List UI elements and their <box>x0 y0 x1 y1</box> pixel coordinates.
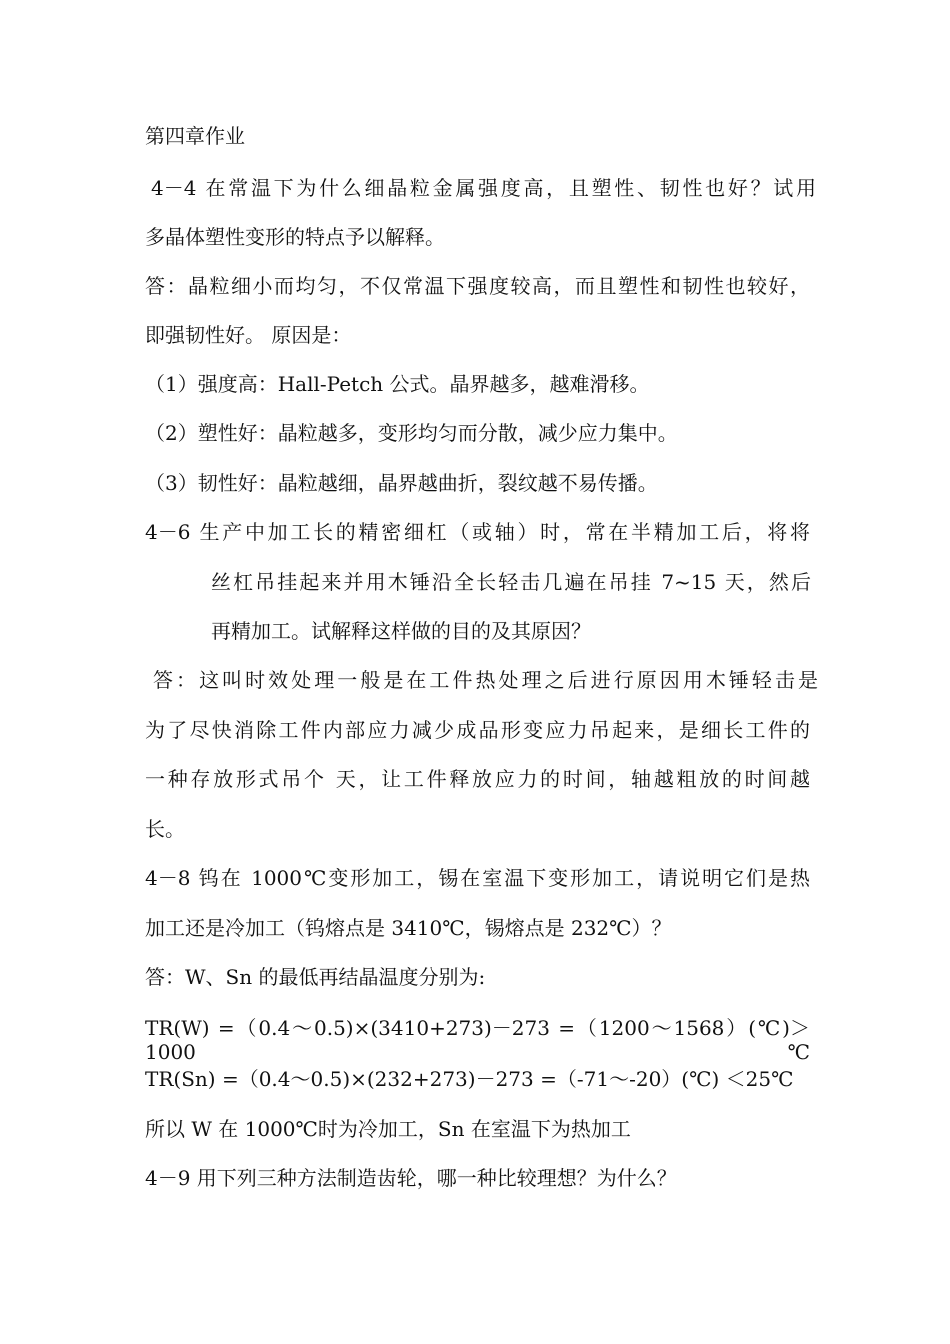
question-4-4-line-2: 多晶体塑性变形的特点予以解释。 <box>145 225 445 249</box>
question-4-8-line-1: 4－8 钨在 1000℃变形加工，锡在室温下变形加工，请说明它们是热 <box>145 866 810 890</box>
question-4-4-line-1: 4－4 在常温下为什么细晶粒金属强度高，且塑性、韧性也好？试用 <box>151 176 816 200</box>
answer-4-6-line-2: 为了尽快消除工件内部应力减少成品形变应力吊起来，是细长工件的 <box>145 718 810 742</box>
answer-4-8-formula-sn: TR(Sn) =（0.4～0.5)×(232+273)－273 =（-71～-20）(℃) ＜25℃ <box>145 1067 794 1091</box>
answer-4-4-item-1: （1）强度高：Hall-Petch 公式。晶界越多，越难滑移。 <box>145 372 650 396</box>
answer-4-8-line-1: 答：W、Sn 的最低再结晶温度分别为: <box>145 965 486 989</box>
answer-4-6-line-4: 长。 <box>145 817 185 841</box>
answer-4-4-line-2: 即强韧性好。 原因是： <box>145 323 352 347</box>
question-4-9-line-1: 4－9 用下列三种方法制造齿轮，哪一种比较理想？为什么？ <box>145 1166 677 1190</box>
answer-4-4-item-2: （2）塑性好：晶粒越多，变形均匀而分散，减少应力集中。 <box>145 421 678 445</box>
answer-4-6-line-1: 答：这叫时效处理一般是在工件热处理之后进行原因用木锤轻击是 <box>153 668 818 692</box>
question-4-6-line-1: 4－6 生产中加工长的精密细杠（或轴）时，常在半精加工后，将将 <box>145 520 810 544</box>
answer-4-8-formula-w: TR(W) =（0.4～0.5)×(3410+273)－273 =（1200～1568）(℃)＞1000℃ <box>145 1016 810 1064</box>
question-4-6-line-3: 再精加工。试解释这样做的目的及其原因？ <box>211 619 591 643</box>
question-4-8-line-2: 加工还是冷加工（钨熔点是 3410℃，锡熔点是 232℃）？ <box>145 916 672 940</box>
answer-4-6-line-3: 一种存放形式吊个 天，让工件释放应力的时间，轴越粗放的时间越 <box>145 767 810 791</box>
page-title: 第四章作业 <box>145 124 245 148</box>
answer-4-8-conclusion: 所以 W 在 1000℃时为冷加工，Sn 在室温下为热加工 <box>145 1117 631 1141</box>
answer-4-4-item-3: （3）韧性好：晶粒越细，晶界越曲折，裂纹越不易传播。 <box>145 471 658 495</box>
question-4-6-line-2: 丝杠吊挂起来并用木锤沿全长轻击几遍在吊挂 7~15 天，然后 <box>211 570 811 594</box>
answer-4-4-line-1: 答：晶粒细小而均匀，不仅常温下强度较高，而且塑性和韧性也较好， <box>145 274 810 298</box>
